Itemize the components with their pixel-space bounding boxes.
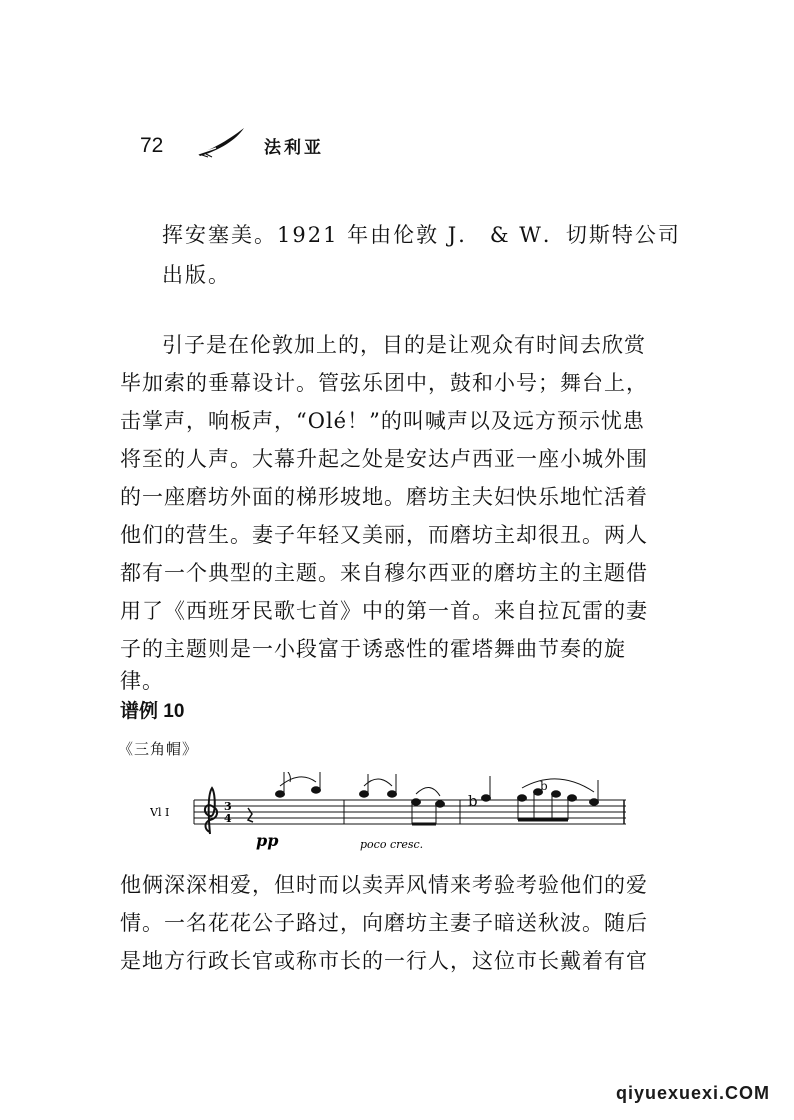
paragraph-1-line: 他们的营生。妻子年轻又美丽，而磨坊主却很丑。两人 (120, 523, 648, 547)
note (388, 791, 397, 797)
flat-sign: b (468, 792, 478, 810)
note (360, 791, 369, 797)
paragraph-1-line: 击掌声，响板声，“Olé！”的叫喊声以及远方预示忧患 (120, 409, 645, 433)
measure-3 (468, 776, 599, 820)
treble-clef-icon (205, 788, 217, 834)
page-number: 72 (140, 134, 164, 157)
paragraph-2-line: 他俩深深相爱，但时而以卖弄风情来考验考验他们的爱 (120, 873, 648, 897)
staff-label: Vl I (150, 806, 170, 819)
pen-nib-ornament-icon (196, 124, 246, 158)
quarter-rest (248, 808, 253, 822)
continuation-line-1: 挥安塞美。1921 年由伦敦 J． & W．切斯特公司 (162, 223, 681, 247)
paragraph-1-line: 引子是在伦敦加上的，目的是让观众有时间去欣赏 (162, 333, 646, 357)
note (568, 795, 577, 801)
slur (280, 777, 316, 786)
paragraph-1-line: 毕加索的垂幕设计。管弦乐团中，鼓和小号；舞台上， (120, 371, 648, 395)
note (276, 791, 285, 797)
paragraph-2-line: 情。一名花花公子路过，向磨坊主妻子暗送秋波。随后 (120, 911, 648, 935)
continuation-line-2: 出版。 (162, 263, 231, 287)
slur (416, 787, 440, 796)
note (482, 795, 491, 801)
time-signature-bottom: 4 (224, 812, 232, 825)
time-signature-top: 3 (224, 800, 232, 813)
measure-2 (360, 774, 445, 824)
paragraph-1-line: 都有一个典型的主题。来自穆尔西亚的磨坊主的主题借 (120, 561, 648, 585)
paragraph-1-line: 律。 (120, 669, 164, 693)
site-watermark: qiyuexuexi.COM (615, 1083, 770, 1103)
music-example-caption: 《三角帽》 (118, 740, 199, 758)
paragraph-1-line: 子的主题则是一小段富于诱惑性的霍塔舞曲节奏的旋 (120, 637, 626, 661)
paragraph-1-line: 的一座磨坊外面的梯形坡地。磨坊主夫妇快乐地忙活着 (120, 485, 648, 509)
paragraph-1-line: 用了《西班牙民歌七首》中的第一首。来自拉瓦雷的妻 (120, 599, 648, 623)
slur (522, 779, 594, 792)
music-example-title: 谱例 10 (120, 701, 185, 722)
note (312, 787, 321, 793)
running-head: 法利亚 (264, 138, 324, 158)
note (552, 791, 561, 797)
paragraph-2-line: 是地方行政长官或称市长的一行人，这位市长戴着有官 (120, 949, 648, 973)
expression-marking: poco cresc. (360, 838, 424, 851)
music-score (150, 772, 630, 852)
note (518, 795, 527, 801)
paragraph-1-line: 将至的人声。大幕升起之处是安达卢西亚一座小城外围 (120, 447, 648, 471)
measure-1 (248, 772, 321, 822)
note (436, 801, 445, 807)
flat-sign: b (540, 779, 548, 793)
dynamic-marking: pp (256, 831, 279, 850)
note (412, 799, 421, 805)
note (590, 799, 599, 805)
